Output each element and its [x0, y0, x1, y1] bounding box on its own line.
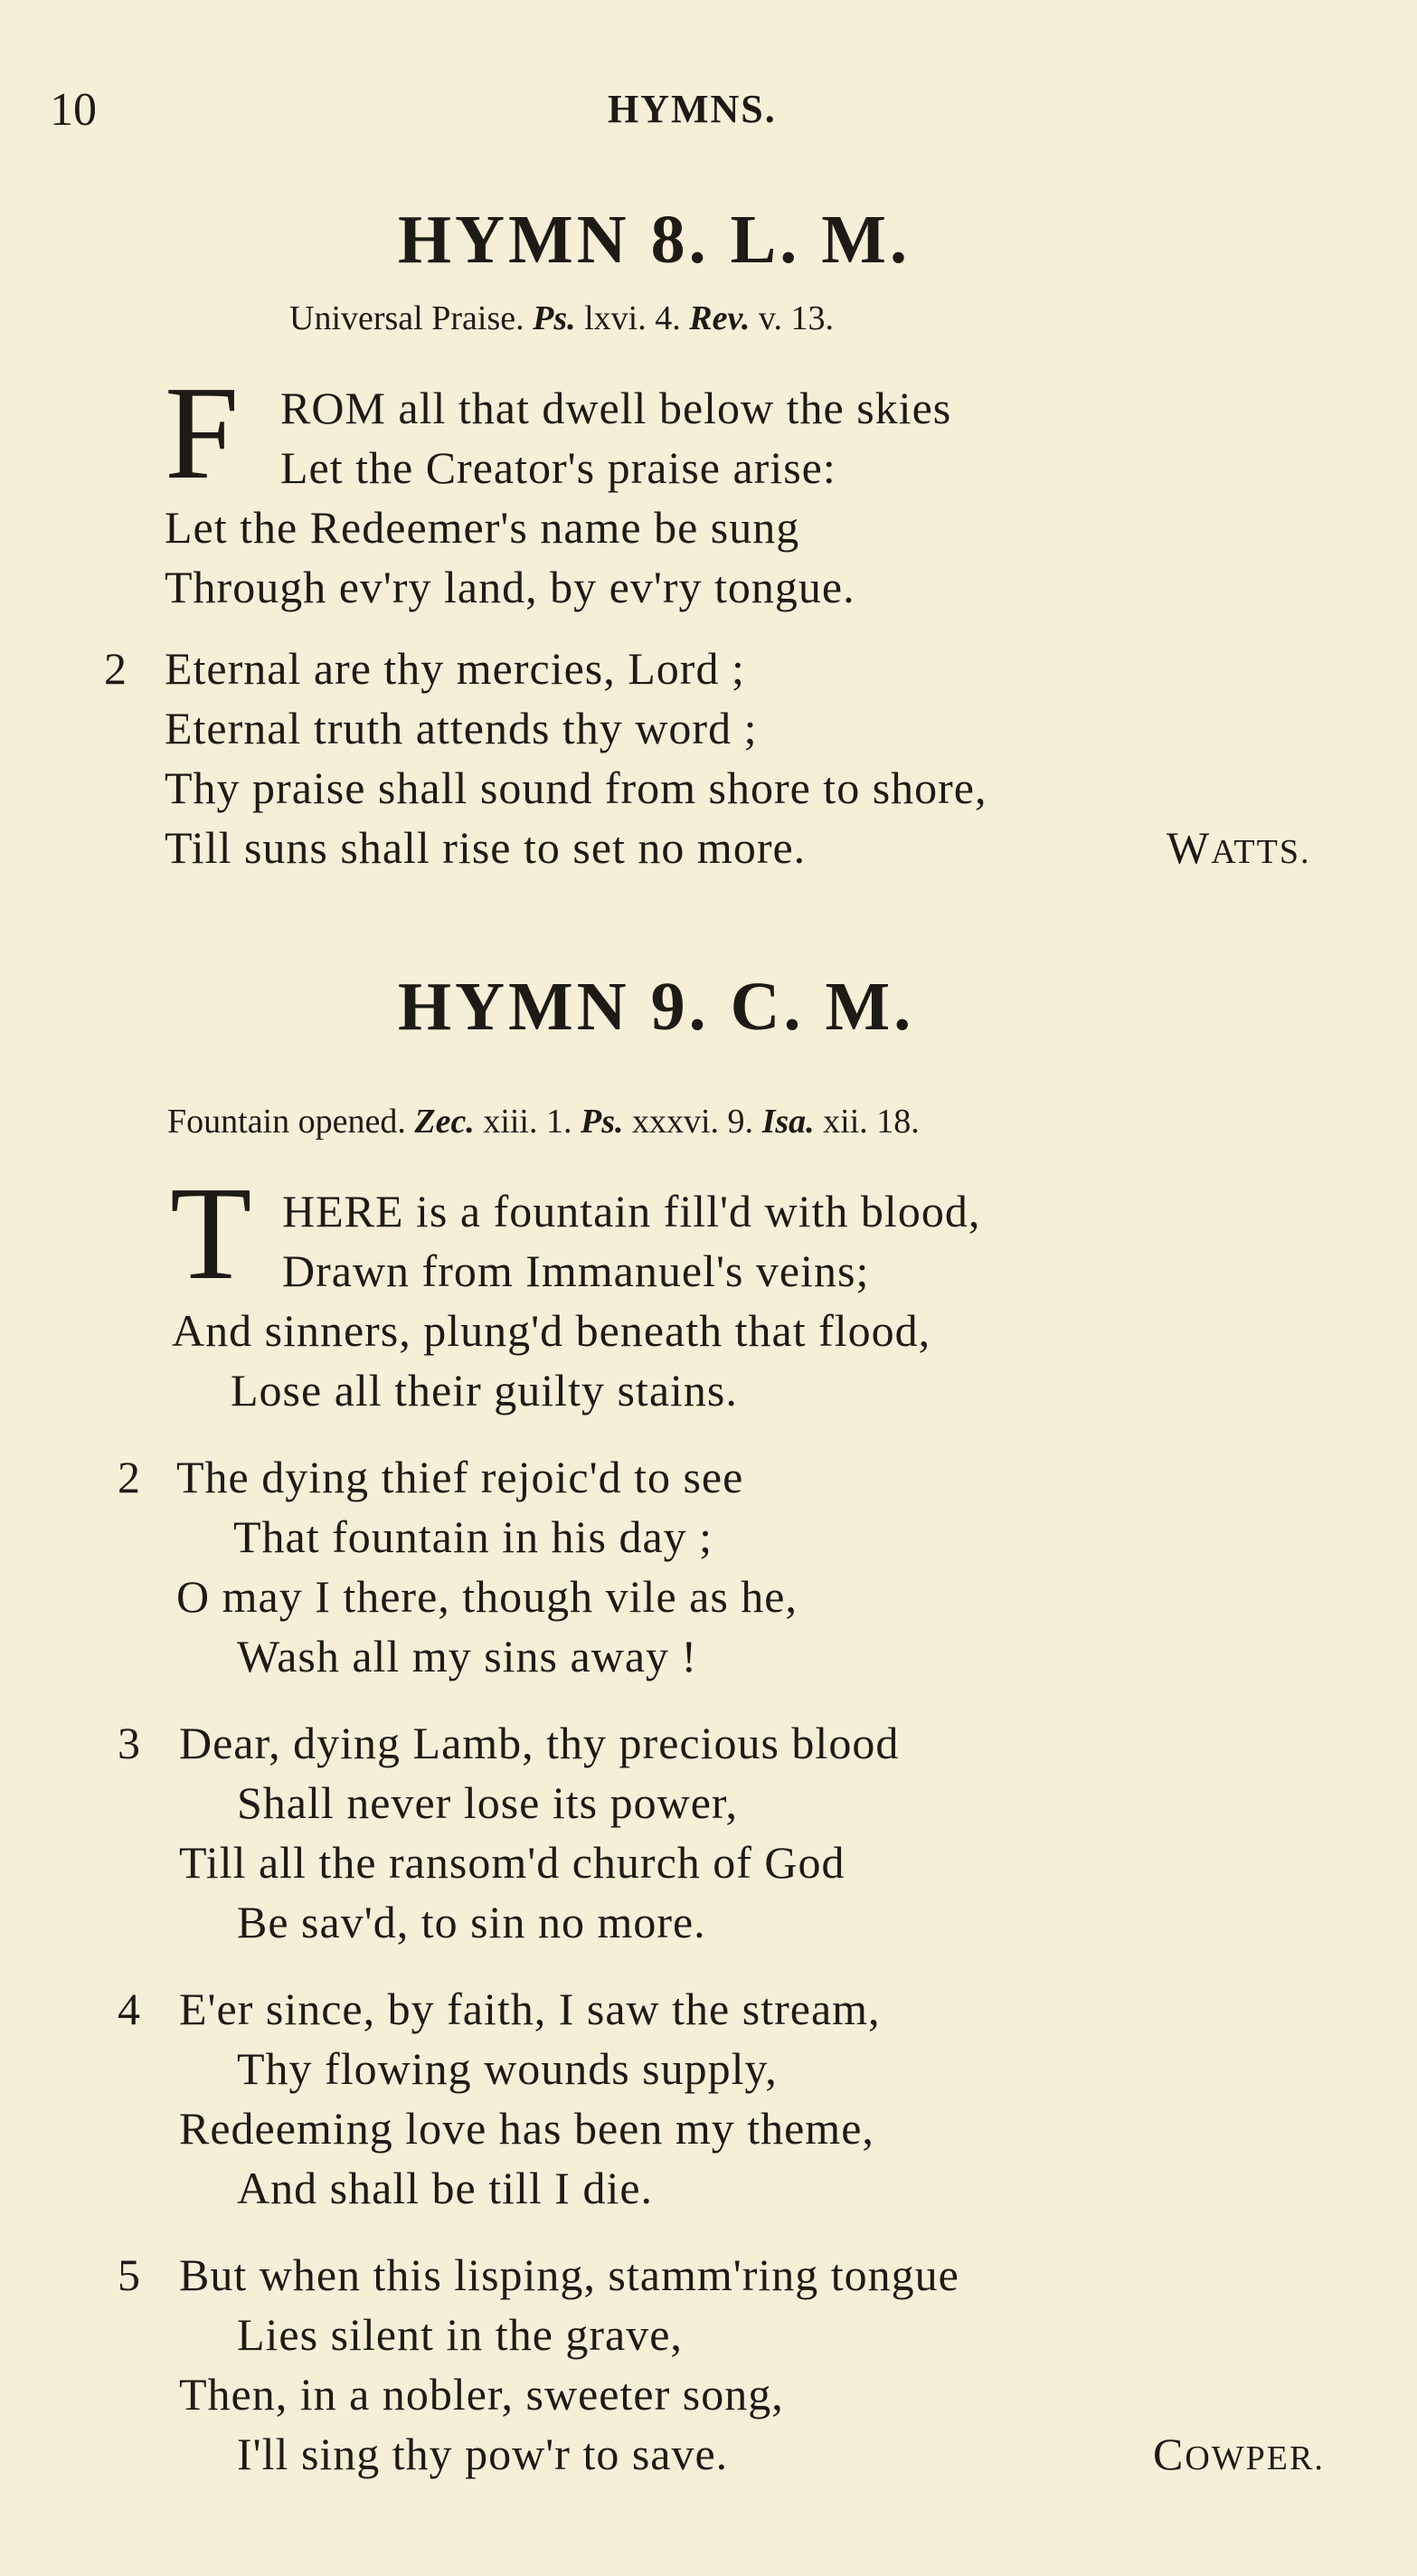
hymn-9-verse-5-number: 5: [118, 2249, 140, 2300]
hymn-9-ref3-book: Isa.: [761, 1103, 815, 1141]
hymn-9-dropcap: T: [170, 1160, 252, 1308]
hymn-9-author-rest: OWPER.: [1185, 2439, 1325, 2477]
hymn-9-v1-line3: And sinners, plung'd beneath that flood,: [172, 1305, 931, 1356]
hymn-9-ref3-rest: xii. 18.: [823, 1103, 920, 1141]
hymn-8-ref2-book: Rev.: [689, 299, 751, 337]
hymn-9-verse-3-number: 3: [118, 1718, 140, 1768]
hymn-9-v4-line1: E'er since, by faith, I saw the stream,: [179, 1984, 881, 2034]
hymn-9-topic: Fountain opened.: [167, 1103, 406, 1141]
hymn-9-v3-line1: Dear, dying Lamb, thy precious blood: [179, 1718, 900, 1768]
hymn-8-author-rest: ATTS.: [1211, 833, 1311, 871]
hymn-8-title: HYMN 8. L. M.: [398, 202, 912, 278]
hymn-8-v1-line3: Let the Redeemer's name be sung: [165, 502, 800, 553]
hymn-9-v2-line2: That fountain in his day ;: [233, 1511, 713, 1562]
running-title: HYMNS.: [608, 87, 777, 131]
hymn-9-ref1-rest: xiii. 1.: [483, 1103, 572, 1141]
hymn-8-v2-line2: Eternal truth attends thy word ;: [165, 703, 758, 753]
hymn-9-subtitle: [167, 1102, 920, 1141]
hymn-9-author-initial: C: [1153, 2429, 1186, 2479]
hymn-8-v2-line1: Eternal are thy mercies, Lord ;: [165, 643, 745, 694]
hymn-9-v5-line4: I'll sing thy pow'r to save.: [237, 2429, 729, 2479]
hymn-8-author: [1167, 821, 1311, 874]
hymn-9-v3-line2: Shall never lose its power,: [237, 1777, 739, 1828]
hymn-8-v1-line1: ROM all that dwell below the skies: [280, 383, 952, 433]
hymn-8-v1-line4: Through ev'ry land, by ev'ry tongue.: [165, 562, 855, 612]
hymn-8-verse-2-number: 2: [104, 643, 127, 694]
hymn-9-v1-line1: HERE is a fountain fill'd with blood,: [282, 1186, 981, 1236]
hymn-8-author-initial: W: [1167, 822, 1212, 873]
hymn-8-ref1-book: Ps.: [533, 299, 576, 337]
hymn-9-v4-line2: Thy flowing wounds supply,: [237, 2043, 778, 2094]
hymn-9-ref1-book: Zec.: [414, 1103, 475, 1141]
hymn-8-subtitle: [289, 298, 834, 338]
page-number: 10: [50, 84, 97, 136]
hymn-9-v3-line3: Till all the ransom'd church of God: [179, 1837, 845, 1888]
hymn-8-v2-line3: Thy praise shall sound from shore to shore,: [165, 762, 987, 813]
hymn-8-dropcap: F: [165, 359, 240, 507]
hymn-9-verse-2-number: 2: [118, 1452, 140, 1502]
hymn-9-ref2-book: Ps.: [581, 1103, 624, 1141]
hymn-8-v2-line4: Till suns shall rise to set no more.: [165, 822, 807, 873]
hymn-9-title: HYMN 9. C. M.: [398, 969, 915, 1045]
hymn-9-v2-line4: Wash all my sins away !: [237, 1631, 698, 1681]
hymn-9-v2-line1: The dying thief rejoic'd to see: [176, 1452, 744, 1502]
hymn-9-v3-line4: Be sav'd, to sin no more.: [237, 1897, 706, 1947]
hymn-9-v4-line4: And shall be till I die.: [237, 2163, 654, 2213]
hymn-8-ref1-rest: lxvi. 4.: [584, 299, 681, 337]
hymn-9-v5-line2: Lies silent in the grave,: [237, 2309, 683, 2360]
hymn-9-author: [1153, 2428, 1325, 2480]
hymn-9-v4-line3: Redeeming love has been my theme,: [179, 2103, 874, 2154]
hymn-9-v5-line3: Then, in a nobler, sweeter song,: [179, 2369, 784, 2420]
hymn-9-ref2-rest: xxxvi. 9.: [632, 1103, 754, 1141]
hymn-9-v2-line3: O may I there, though vile as he,: [176, 1571, 798, 1622]
hymn-8-v1-line2: Let the Creator's praise arise:: [280, 442, 836, 493]
hymn-9-v1-line4: Lose all their guilty stains.: [231, 1365, 738, 1416]
hymn-9-verse-4-number: 4: [118, 1984, 140, 2034]
hymn-9-v1-line2: Drawn from Immanuel's veins;: [282, 1245, 870, 1296]
hymn-9-v5-line1: But when this lisping, stamm'ring tongue: [179, 2249, 959, 2300]
hymn-8-ref2-rest: v. 13.: [758, 299, 834, 337]
hymn-8-topic: Universal Praise.: [289, 299, 524, 337]
